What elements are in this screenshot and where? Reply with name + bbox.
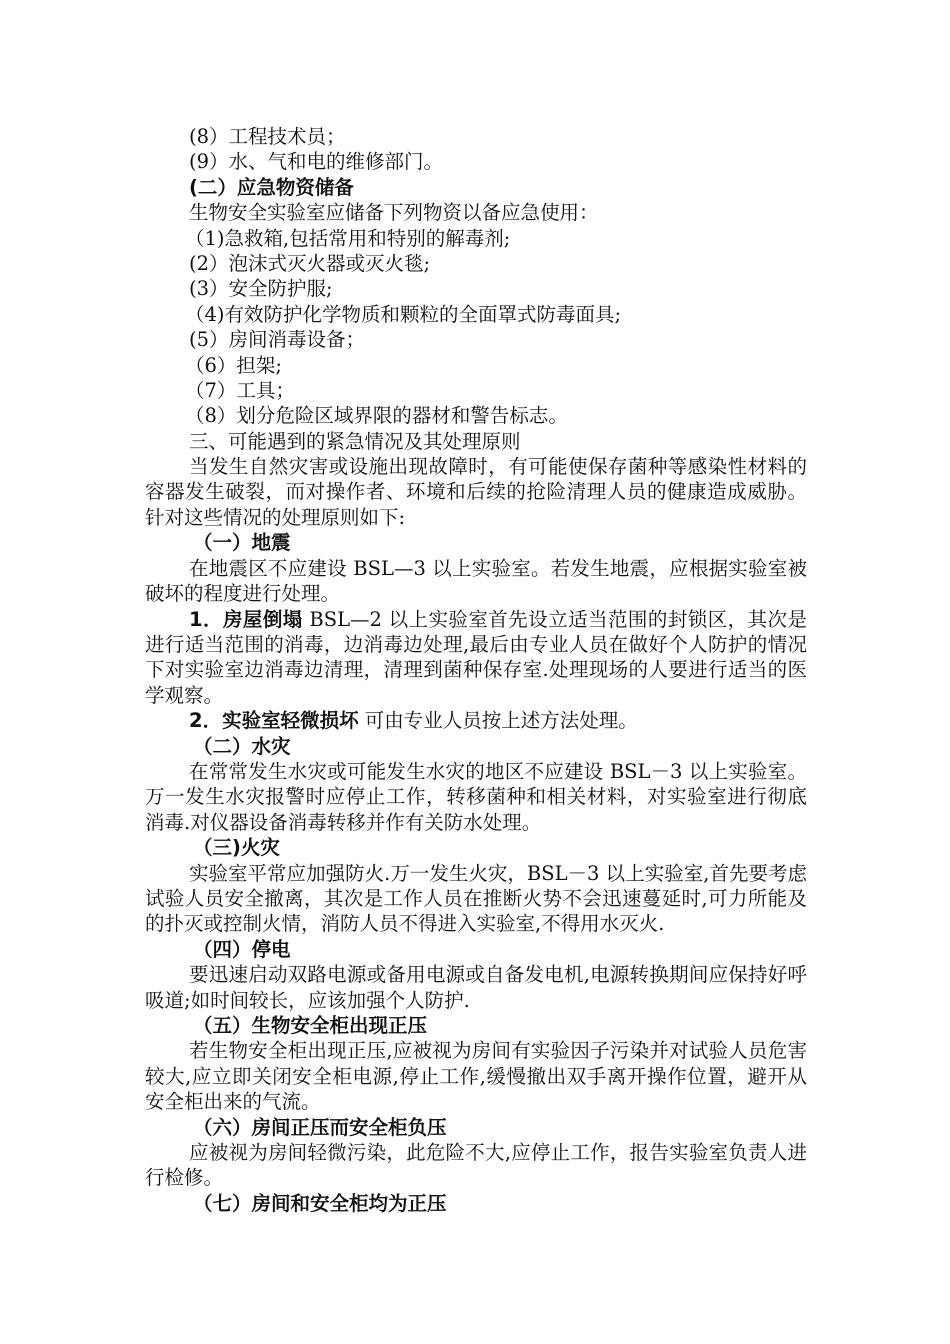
paragraph (145, 708, 807, 733)
subsection-heading: （一）地震 (193, 531, 291, 555)
paragraph: 在常常发生水灾或可能发生水灾的地区不应建设 BSL－3 以上实验室。万一发生水灾报警时应停止工作，转移菌种和相关材料，对实验室进行彻底消毒.对仪器设备消毒转移并作有关防水处理。 (145, 759, 807, 834)
list-item: （8）划分危险区域界限的器材和警告标志。 (185, 404, 568, 428)
list-item: （4)有效防护化学物质和颗粒的全面罩式防毒面具; (185, 302, 622, 326)
item-heading: 2．实验室轻微损坏 (189, 709, 359, 733)
paragraph: 实验室平常应加强防火.万一发生火灾，BSL－3 以上实验室,首先要考虑试验人员安全撤离，其次是工作人员在推断火势不会迅速蔓延时,可力所能及的扑灭或控制火情，消防人员不得进入实验室,不得用水灭火. (145, 861, 807, 936)
list-item: （7）工具； (185, 378, 295, 402)
item-heading: 1．房屋倒塌 (189, 607, 303, 631)
list-item: (5）房间消毒设备； (189, 328, 366, 352)
paragraph: 要迅速启动双路电源或备用电源或自备发电机,电源转换期间应保持好呼吸道;如时间较长，应该加强个人防护. (145, 963, 807, 1012)
paragraph (145, 607, 807, 709)
document-page (145, 124, 807, 1216)
section-heading: (二）应急物资储备 (189, 175, 354, 199)
subsection-heading: （三)火灾 (193, 836, 280, 860)
subsection-heading: （七）房间和安全柜均为正压 (193, 1191, 447, 1215)
paragraph: 在地震区不应建设 BSL—3 以上实验室。若发生地震，应根据实验室被破坏的程度进行处理。 (145, 556, 807, 606)
subsection-heading: （四）停电 (193, 937, 291, 961)
section-heading: 三、可能遇到的紧急情况及其处理原则 (189, 429, 521, 453)
list-item: (8）工程技术员； (189, 125, 346, 148)
paragraph: 应被视为房间轻微污染，此危险不大,应停止工作，报告实验室负责人进行检修。 (145, 1140, 807, 1190)
list-item: (3）安全防护服; (189, 277, 333, 301)
list-item: (9）水、气和电的维修部门。 (189, 150, 444, 174)
list-item: （6）担架; (185, 353, 282, 377)
subsection-heading: （二）水灾 (193, 734, 291, 758)
paragraph: 生物安全实验室应储备下列物资以备应急使用： (189, 201, 599, 225)
list-item: (2）泡沫式灭火器或灭火毯; (189, 251, 431, 275)
paragraph: 当发生自然灾害或设施出现故障时，有可能使保存菌种等感染性材料的容器发生破裂，而对操作者、环境和后续的抢险清理人员的健康造成威胁。针对这些情况的处理原则如下: (145, 455, 807, 529)
subsection-heading: （六）房间正压而安全柜负压 (193, 1115, 447, 1139)
list-item: （1)急救箱,包括常用和特别的解毒剂; (185, 226, 511, 250)
subsection-heading: （五）生物安全柜出现正压 (193, 1013, 428, 1037)
item-body: BSL—2 以上实验室首先设立适当范围的封锁区，其次是进行适当范围的消毒，边消毒边处理,最后由专业人员在做好个人防护的情况下对实验室边消毒边清理，清理到菌种保存室.处理现场的人要进行适当的医学观察。 (145, 607, 807, 707)
item-body: 可由专业人员按上述方法处理。 (358, 709, 638, 733)
paragraph: 若生物安全柜出现正压,应被视为房间有实验因子污染并对试验人员危害较大,应立即关闭安全柜电源,停止工作,缓慢撤出双手离开操作位置，避开从安全柜出来的气流。 (145, 1039, 807, 1114)
